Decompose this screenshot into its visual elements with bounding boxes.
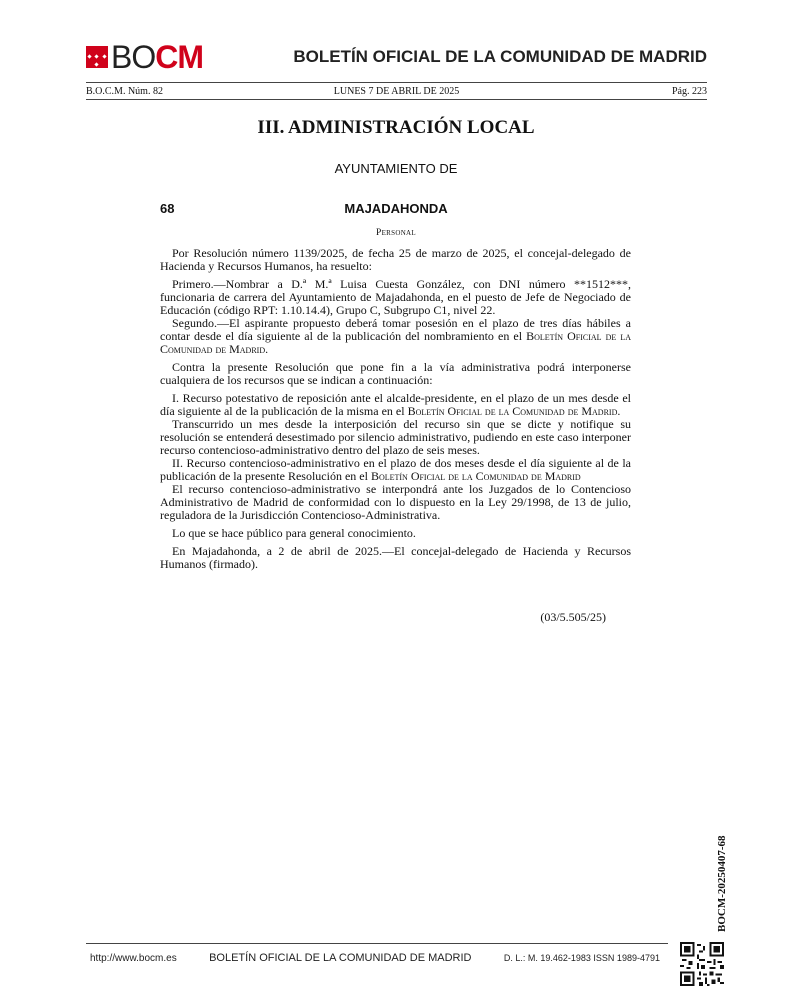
municipality-title: MAJADAHONDA (344, 201, 448, 216)
paragraph: Por Resolución número 1139/2025, de fecha 25 de marzo de 2025, el concejal-delegado de Hacienda y Recursos Humanos, ha resuelto: (160, 246, 631, 273)
page-number: Pág. 223 (672, 86, 707, 97)
subsection-title: Personal (376, 228, 416, 238)
paragraph: Transcurrido un mes desde la interposición del recurso sin que se dicte y notifique su resolución se entenderá desestimado por silencio administrativo, pudiendo en este caso interponer recurso contencioso-administrativo dentro del plazo de seis meses. (160, 417, 631, 457)
document-body (160, 247, 631, 571)
paragraph: I. Recurso potestativo de reposición ante el alcalde-presidente, en el plazo de un mes desde el día siguiente al de la publicación de la misma en el Boletín Oficial de la Comunidad de Madrid. (160, 391, 631, 418)
side-verification-code: BOCM-20250407-68 (716, 835, 728, 932)
footer-legal: D. L.: M. 19.462-1983 ISSN 1989-4791 (503, 953, 660, 963)
footer (90, 952, 660, 964)
header-divider (86, 82, 707, 83)
issue-date: LUNES 7 DE ABRIL DE 2025 (333, 86, 460, 97)
meta-divider (86, 99, 707, 100)
madrid-flag-icon (86, 46, 108, 68)
paragraph: Primero.—Nombrar a D.ª M.ª Luisa Cuesta González, con DNI número **1512***, funcionaria de carrera del Ayuntamiento de Majadahonda, en el puesto de Jefe de Negociado de Educación (código RPT: 1.10.14.4), Grupo C, Subgrupo C1, nivel 22. (160, 277, 631, 317)
paragraph: Lo que se hace público para general conocimiento. (172, 526, 416, 540)
ayuntamiento-label: AYUNTAMIENTO DE (334, 161, 458, 176)
paragraph: En Majadahonda, a 2 de abril de 2025.—El concejal-delegado de Hacienda y Recursos Humanos (firmado). (160, 544, 631, 571)
paragraph: Segundo.—El aspirante propuesto deberá tomar posesión en el plazo de tres días hábiles a contar desde el día siguiente al de la publicación del nombramiento en el Boletín Oficial de la Comunidad de Madrid. (160, 316, 631, 356)
qr-code-icon (680, 942, 724, 986)
paragraph: Contra la presente Resolución que pone fin a la vía administrativa podrá interponerse cualquiera de los recursos que se indican a continuación: (160, 360, 631, 387)
entry-number: 68 (160, 201, 175, 216)
reference-code: (03/5.505/25) (540, 610, 606, 624)
bocm-logo (86, 39, 203, 75)
footer-title: BOLETÍN OFICIAL DE LA COMUNIDAD DE MADRID (209, 952, 472, 964)
paragraph: II. Recurso contencioso-administrativo en el plazo de dos meses desde el día siguiente al de la publicación de la presente Resolución en el Boletín Oficial de la Comunidad de Madrid (160, 456, 631, 483)
footer-url-link[interactable]: http://www.bocm.es (90, 953, 177, 964)
logo-text: BOCM (111, 39, 203, 75)
paragraph: El recurso contencioso-administrativo se interpondrá ante los Juzgados de lo Contencioso Administrativo de Madrid de conformidad con lo dispuesto en la Ley 29/1998, de 13 de julio, reguladora de la Jurisdicción Contencioso-Administrativa. (160, 482, 631, 522)
issue-number: B.O.C.M. Núm. 82 (86, 86, 163, 97)
section-title: III. ADMINISTRACIÓN LOCAL (257, 117, 535, 138)
footer-divider (86, 943, 668, 944)
issue-meta (86, 86, 707, 97)
masthead-title: BOLETÍN OFICIAL DE LA COMUNIDAD DE MADRID (293, 47, 707, 66)
